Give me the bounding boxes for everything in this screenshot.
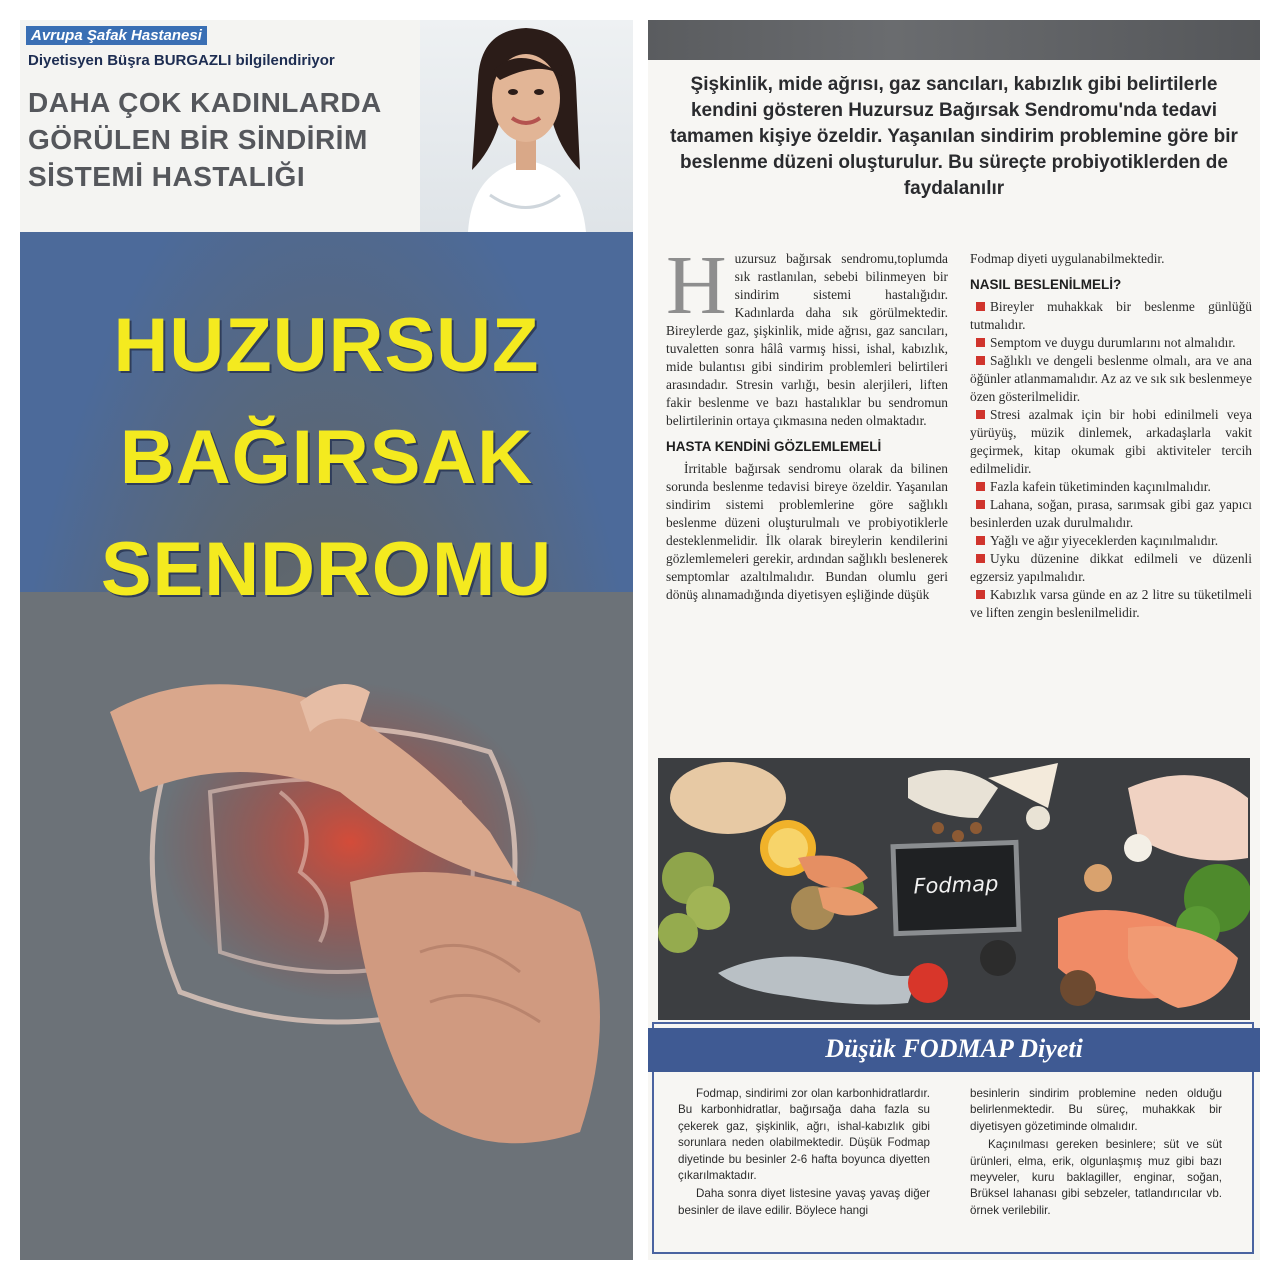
- section-heading: HASTA KENDİNİ GÖZLEMLEMELİ: [666, 439, 882, 454]
- list-item: Fazla kafein tüketiminden kaçınılmalıdır.: [970, 478, 1252, 496]
- left-page: [20, 20, 633, 1260]
- fodmap-box-title: Düşük FODMAP Diyeti: [825, 1034, 1083, 1063]
- section-text-continued: Fodmap diyeti uygulanabilmektedir.: [970, 251, 1165, 266]
- fodmap-box-title-bar: [648, 1028, 1260, 1072]
- box-paragraph: besinlerin sindirim problemine neden olduğu belirlenmektedir. Bu süreç, muhakkak bir diyetisyen gözetiminde olmalıdır.: [970, 1087, 1222, 1133]
- main-title-line: BAĞIRSAK: [119, 415, 534, 500]
- bullet-square-icon: [976, 302, 985, 311]
- list-item: Semptom ve duygu durumlarını not almalıdır.: [970, 334, 1252, 352]
- box-paragraph: Kaçınılması gereken besinlere; süt ve süt ürünleri, elma, erik, olgunlaşmış muz gibi bazı meyveler, kuru baklagiller, enginar, soğan, Brüksel lahanası gibi sebzeler, tatlandırıcılar vb. örnek verilebilir.: [970, 1138, 1222, 1217]
- article-header: [20, 20, 633, 232]
- bullet-square-icon: [976, 536, 985, 545]
- chalkboard: [890, 840, 1021, 936]
- main-title-line: HUZURSUZ: [113, 303, 540, 388]
- article-column-left: [666, 239, 948, 604]
- list-item: Bireyler muhakkak bir beslenme günlüğü tutmalıdır.: [970, 299, 1252, 332]
- dietitian-byline: Diyetisyen Büşra BURGAZLI bilgilendiriyor: [28, 52, 335, 69]
- bullet-square-icon: [976, 356, 985, 365]
- right-page: [648, 20, 1260, 1260]
- hospital-tag: Avrupa Şafak Hastanesi: [26, 26, 207, 45]
- list-item: Yağlı ve ağır yiyeceklerden kaçınılmalıdır.: [970, 532, 1252, 550]
- intro-text: uzursuz bağırsak sendromu,toplumda sık rastlanılan, sebebi bilinmeyen bir sindirim sistemi hastalığıdır. Kadınlarda daha sık görülmektedir. Bireylerde gaz, şişkinlik, mide ağrısı, gaz sancıları, tuvaletten sonra hâlâ varmış hissi, ishal, kabızlık, mide bulantısı gibi sindirim problemleri belirtileri arasındadır. Stresin varlığı, besin alerjileri, liften fakir beslenme ve bazı hastalıklar bu sendromun belirtilerinin ortaya çıkmasına neden olmaktadır.: [666, 251, 948, 428]
- bullet-square-icon: [976, 338, 985, 347]
- bullet-square-icon: [976, 410, 985, 419]
- main-title-line: SENDROMU: [100, 527, 553, 612]
- portrait-illustration: [420, 20, 633, 232]
- subheadline-line: DAHA ÇOK KADINLARDA: [28, 87, 382, 118]
- bullet-square-icon: [976, 500, 985, 509]
- bullet-square-icon: [976, 590, 985, 599]
- advice-list: [970, 298, 1252, 622]
- top-photo-strip: [648, 20, 1260, 60]
- main-title: [20, 290, 633, 626]
- subheadline-line: SİSTEMİ HASTALIĞI: [28, 161, 306, 192]
- list-item: Sağlıklı ve dengeli beslenme olmalı, ara ve ana öğünler atlanmamalıdır. Az az ve sık sık beslenmeye özen gösterilmelidir.: [970, 353, 1252, 404]
- bullet-square-icon: [976, 482, 985, 491]
- chalkboard-text: Fodmap: [913, 871, 999, 899]
- list-item: Kabızlık varsa günde en az 2 litre su tüketilmeli ve liften zengin beslenilmelidir.: [970, 587, 1252, 620]
- list-item: Uyku düzenine dikkat edilmeli ve düzenli egzersiz yapılmalıdır.: [970, 551, 1252, 584]
- fodmap-box-column-left: [678, 1086, 930, 1221]
- article-column-right: [970, 250, 1252, 622]
- bullet-square-icon: [976, 554, 985, 563]
- box-paragraph: Daha sonra diyet listesine yavaş yavaş diğer besinler de ilave edilir. Böylece hangi: [678, 1187, 930, 1217]
- subheadline: [28, 84, 388, 195]
- dietitian-portrait: [420, 20, 633, 232]
- lead-paragraph: Şişkinlik, mide ağrısı, gaz sancıları, kabızlık gibi belirtilerle kendini gösteren Huzursuz Bağırsak Sendromu'nda tedavi tamamen kişiye özeldir. Yaşanılan sindirim problemine göre bir beslenme düzeni oluşturulur. Bu süreçte probiyotiklerden de faydalanılır: [670, 74, 1238, 199]
- section-text: İrritable bağırsak sendromu olarak da bilinen sorunda beslenme tedavisi bireye özeldir. Yaşanılan sindirim sistemi problemlerine göre sağlıklı beslenme düzeni oluşturulmalı ve probiyotiklerle desteklenmelidir. İlk olarak bireylerin kendilerini gözlemlemeleri gerekir, ardından sağlıklı beslenerek semptomlar azaltılmalıdır. Bundan olumlu geri dönüş alınamadığında diyetisyen eşliğinde düşük: [666, 461, 948, 602]
- fodmap-box-column-right: [970, 1086, 1222, 1221]
- drop-cap: H: [666, 239, 727, 332]
- box-paragraph: Fodmap, sindirimi zor olan karbonhidratlardır. Bu karbonhidratlar, bağırsağa daha fazla su çekerek gaz, şişkinlik, ağrı, ishal-kabızlık gibi sorunlara neden olabilmektedir. Düşük Fodmap diyetinde bu besinler 2-6 hafta boyunca diyetten çıkarılmaktadır.: [678, 1087, 930, 1183]
- subheadline-line: GÖRÜLEN BİR SİNDİRİM: [28, 124, 368, 155]
- list-item: Stresi azalmak için bir hobi edinilmeli veya yürüyüş, müzik dinlemek, arkadaşlarla vakit geçirmek, kitap okumak gibi aktiviteler tercih edilmelidir.: [970, 407, 1252, 476]
- fodmap-food-photo: [658, 758, 1250, 1020]
- list-item: Lahana, soğan, pırasa, sarımsak gibi gaz yapıcı besinlerden uzak durulmalıdır.: [970, 497, 1252, 530]
- section-heading: NASIL BESLENİLMELİ?: [970, 277, 1122, 292]
